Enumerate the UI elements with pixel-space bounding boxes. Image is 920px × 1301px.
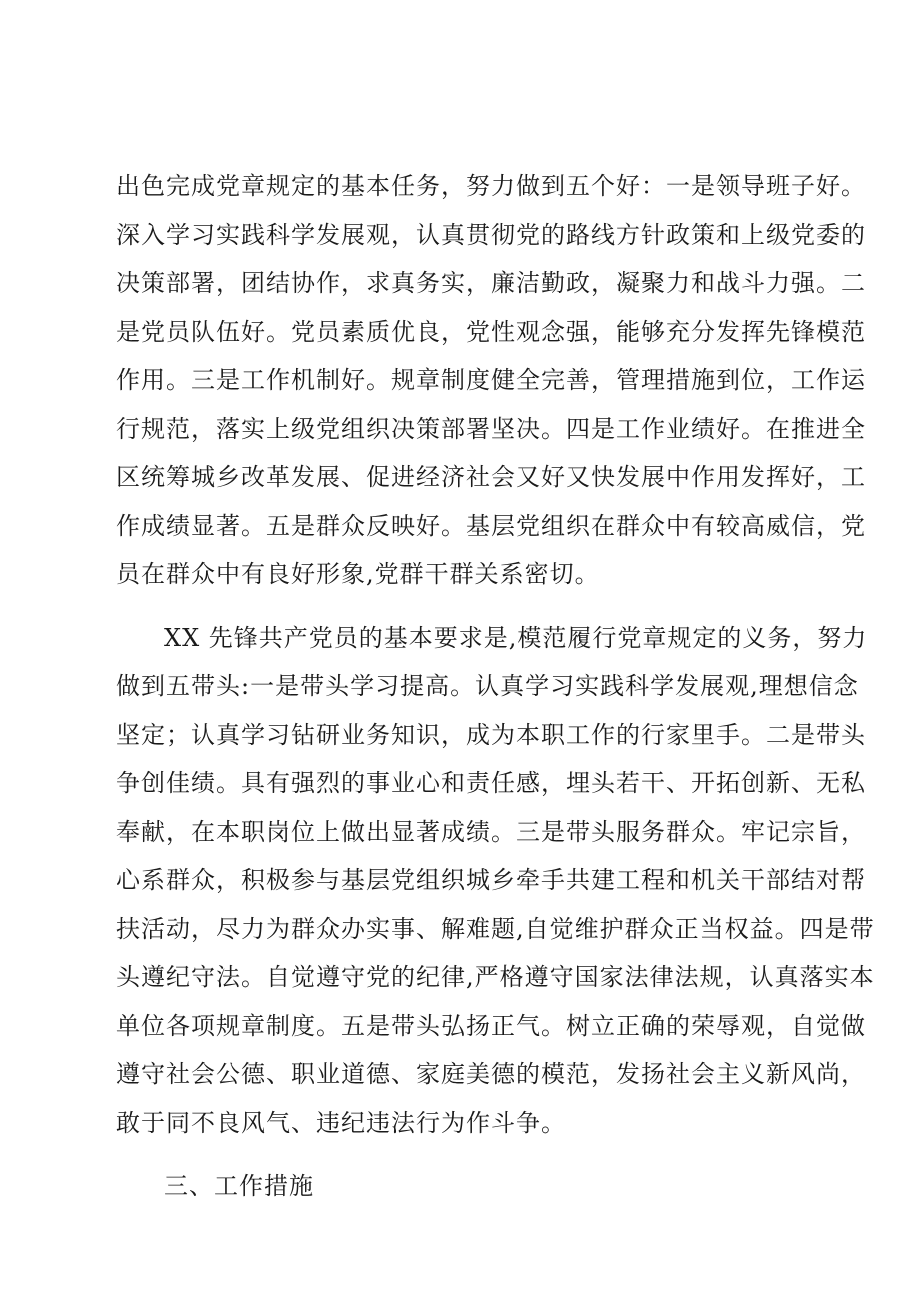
paragraph-2-line-2: 做到五带头:一是带头学习提高。认真学习实践科学发展观,理想信念 [116,672,859,700]
paragraph-1-line-7: 区统筹城乡改革发展、促进经济社会又好又快发展中作用发挥好，工 [116,463,866,491]
paragraph-1-line-3: 决策部署，团结协作，求真务实，廉洁勤政，凝聚力和战斗力强。二 [116,269,866,297]
paragraph-1-line-1: 出色完成党章规定的基本任务，努力做到五个好：一是领导班子好。 [116,172,866,200]
paragraph-1-line-2: 深入学习实践科学发展观，认真贯彻党的路线方针政策和上级党委的 [116,221,866,249]
paragraph-2-line-11: 敢于同不良风气、违纪违法行为作斗争。 [116,1109,566,1137]
paragraph-1-line-4: 是党员队伍好。党员素质优良，党性观念强，能够充分发挥先锋模范 [116,318,866,346]
paragraph-2-line-3: 坚定；认真学习钻研业务知识，成为本职工作的行家里手。二是带头 [116,721,866,749]
section-heading: 三、工作措施 [164,1172,314,1200]
paragraph-2-line-6: 心系群众，积极参与基层党组织城乡牵手共建工程和机关干部结对帮 [116,866,866,894]
paragraph-1-line-6: 行规范，落实上级党组织决策部署坚决。四是工作业绩好。在推进全 [116,415,866,443]
paragraph-1-line-5: 作用。三是工作机制好。规章制度健全完善，管理措施到位，工作运 [116,366,866,394]
paragraph-2-line-5: 奉献，在本职岗位上做出显著成绩。三是带头服务群众。牢记宗旨， [116,818,866,846]
paragraph-2-line-8: 头遵纪守法。自觉遵守党的纪律,严格遵守国家法律法规，认真落实本 [116,963,875,991]
paragraph-2-line-1: XX 先锋共产党员的基本要求是,模范履行党章规定的义务，努力 [164,624,868,652]
paragraph-1-line-8: 作成绩显著。五是群众反映好。基层党组织在群众中有较高威信，党 [116,512,866,540]
paragraph-2-line-9: 单位各项规章制度。五是带头弘扬正气。树立正确的荣辱观，自觉做 [116,1012,866,1040]
paragraph-1-line-9: 员在群众中有良好形象,党群干群关系密切。 [116,560,600,588]
paragraph-2-line-7: 扶活动，尽力为群众办实事、解难题,自觉维护群众正当权益。四是带 [116,915,875,943]
paragraph-2-line-10: 遵守社会公德、职业道德、家庭美德的模范，发扬社会主义新风尚， [116,1060,866,1088]
paragraph-2-line-4: 争创佳绩。具有强烈的事业心和责任感，埋头若干、开拓创新、无私 [116,769,866,797]
